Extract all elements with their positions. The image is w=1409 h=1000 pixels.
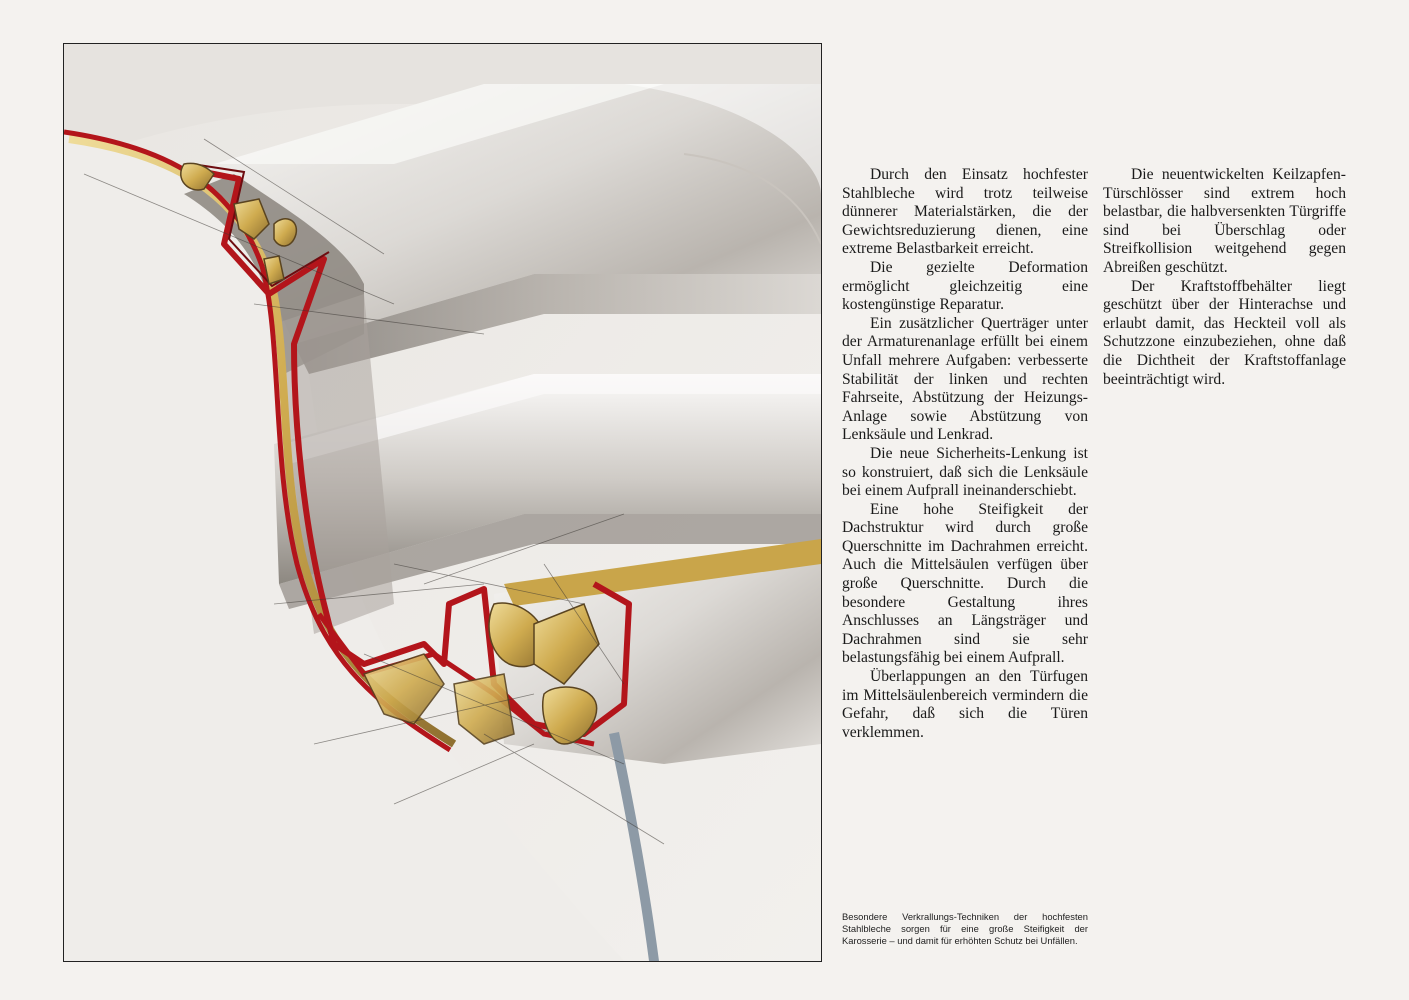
text-column-right xyxy=(1103,166,1346,389)
paragraph: Die neuentwickelten Keilzapfen-Türschlösser sind extrem hoch belastbar, die halbversenkten Türgriffe sind bei Überschlag oder Streifkollision weitgehend gegen Abreißen geschützt. xyxy=(1103,166,1346,276)
paragraph: Der Kraftstoffbehälter liegt geschützt über der Hinterachse und erlaubt damit, das Heckteil voll als Schutzzone einzubeziehen, ohne daß die Dichtheit der Kraftstoffanlage beeinträchtigt wird. xyxy=(1103,277,1346,388)
paragraph: Durch den Einsatz hochfester Stahlbleche wird trotz teilweise dünnerer Materialstärken, die der Gewichtsreduzierung dienen, eine extreme Belastbarkeit erreicht. xyxy=(842,166,1088,258)
cutaway-illustration xyxy=(63,43,822,962)
figure-caption: Besondere Verkrallungs-Techniken der hochfesten Stahlbleche sorgen für eine große Steifigkeit der Karosserie – und damit für erhöhten Schutz bei Unfällen. xyxy=(842,911,1088,946)
paragraph: Ein zusätzlicher Querträger unter der Armaturenanlage erfüllt bei einem Unfall mehrere Aufgaben: verbesserte Stabilität der linken und rechten Fahrseite, Abstützung der Heizungs-Anlage sowie Abstützung von Lenksäule und Lenkrad. xyxy=(842,314,1088,444)
paragraph: Die neue Sicherheits-Lenkung ist so konstruiert, daß sich die Lenksäule bei einem Aufprall ineinanderschiebt. xyxy=(842,444,1088,500)
roof-frame-cross-section-icon xyxy=(64,44,821,961)
paragraph: Die gezielte Deformation ermöglicht gleichzeitig eine kostengünstige Reparatur. xyxy=(842,258,1088,314)
paragraph: Eine hohe Steifigkeit der Dachstruktur wird durch große Querschnitte im Dachrahmen erreicht. Auch die Mittelsäulen verfügen über große Querschnitte. Durch die besondere Gestaltung ihres Anschlusses an Längsträger und Dachrahmen sind sie sehr belastungsfähig bei einem Aufprall. xyxy=(842,500,1088,667)
paragraph: Überlappungen an den Türfugen im Mittelsäulenbereich vermindern die Gefahr, daß sich die Türen verklemmen. xyxy=(842,668,1088,741)
text-column-left xyxy=(842,166,1088,742)
